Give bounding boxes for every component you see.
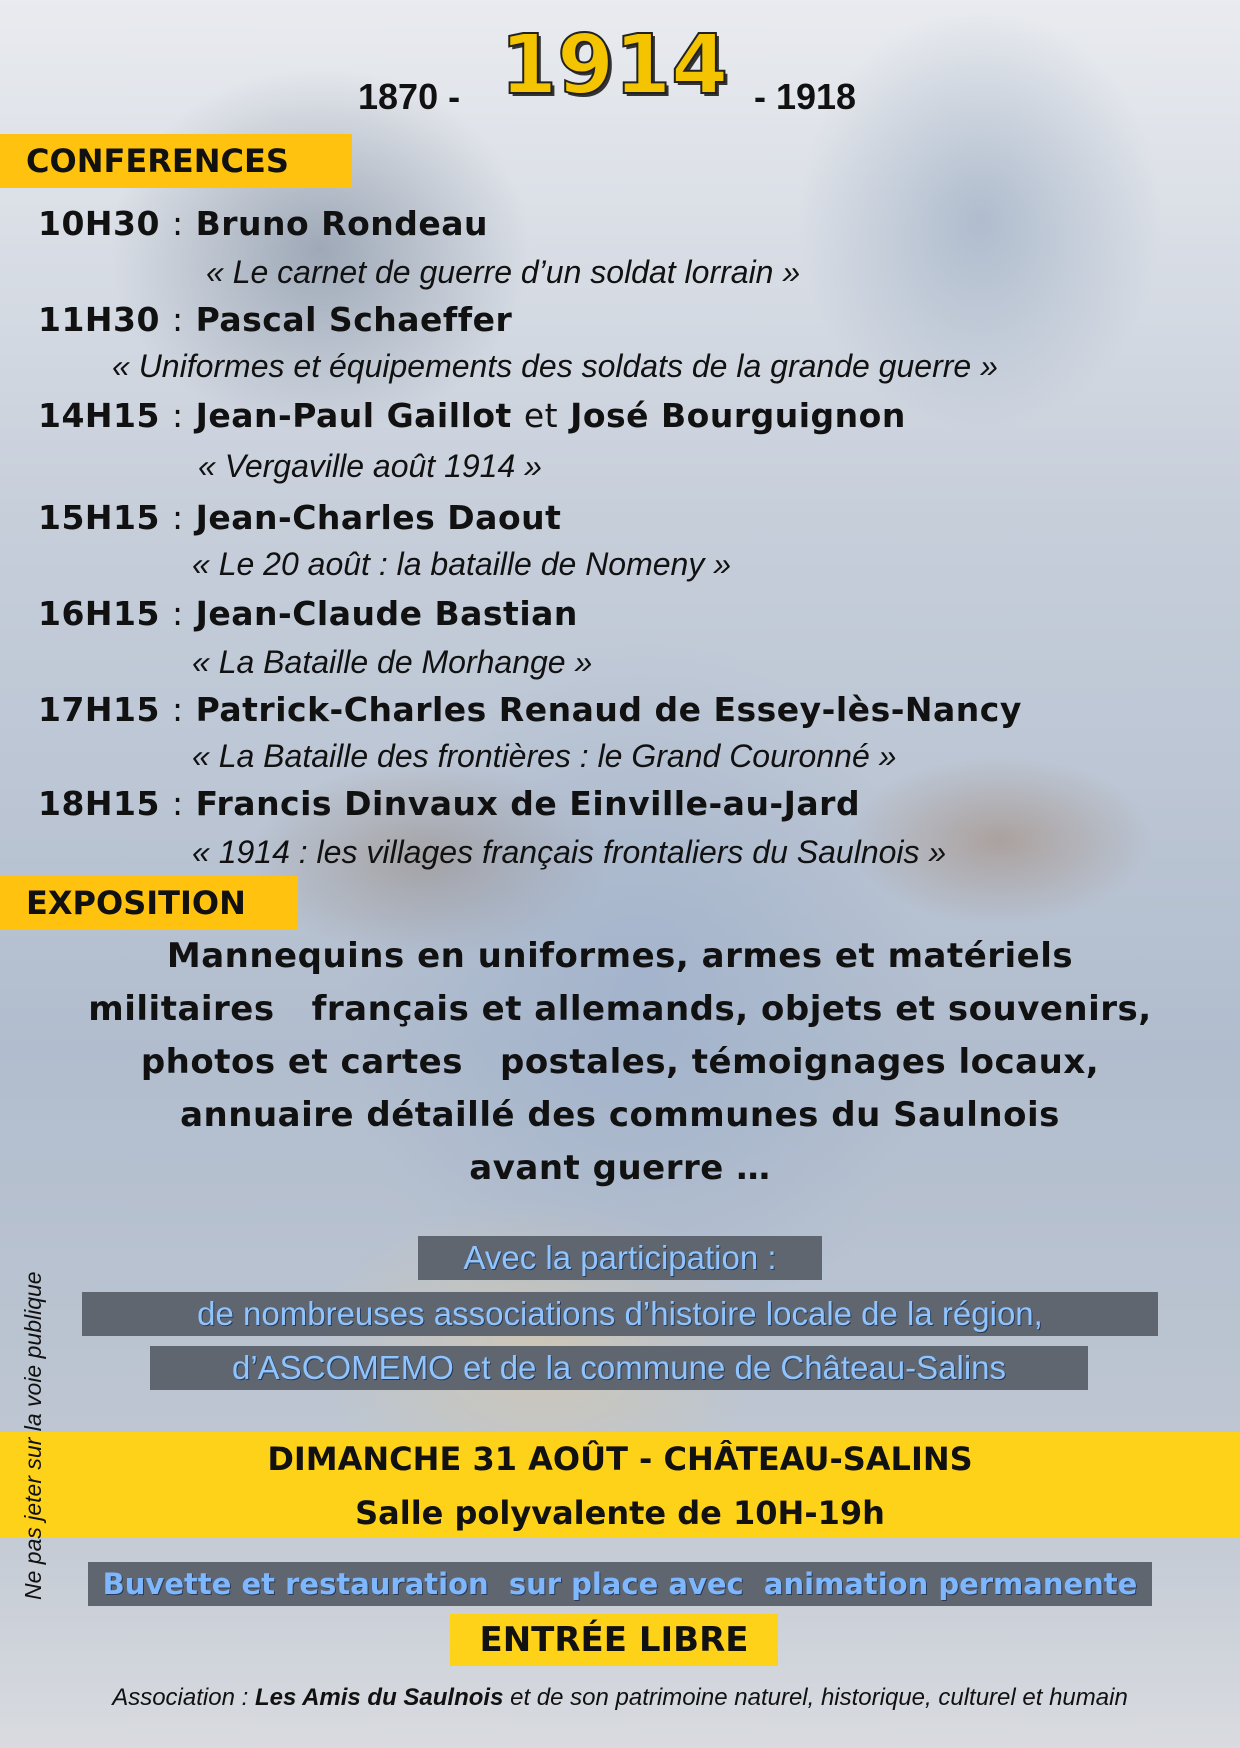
exposition-heading: EXPOSITION (0, 876, 298, 930)
buvette-line: Buvette et restauration sur place avec animation permanente (88, 1562, 1152, 1606)
talk-speaker-line: 16H15 : Jean-Claude Bastian (38, 594, 578, 633)
free-entry-badge: ENTRÉE LIBRE (450, 1614, 778, 1666)
header-years (0, 18, 1240, 118)
event-venue: Salle polyvalente de 10H-19h (355, 1494, 885, 1532)
exposition-line: annuaire détaillé des communes du Saulnois (180, 1095, 1060, 1135)
exposition-line: photos et cartes postales, témoignages locaux, (140, 1042, 1100, 1082)
talk-title: « Uniformes et équipements des soldats de la grande guerre » (112, 348, 998, 384)
talk-title: « 1914 : les villages français frontaliers du Saulnois » (192, 834, 947, 870)
year-main: 1914 (500, 18, 729, 113)
talk-title: « Vergaville août 1914 » (198, 448, 542, 484)
exposition-line: militaires français et allemands, objets et souvenirs, (88, 989, 1152, 1029)
conferences-heading: CONFERENCES (0, 134, 352, 188)
talk-title: « Le 20 août : la bataille de Nomeny » (192, 546, 732, 582)
association-footer: Association : Les Amis du Saulnois et de son patrimoine naturel, historique, culturel et humain (112, 1684, 1128, 1711)
talk-speaker-line: 11H30 : Pascal Schaeffer (38, 300, 513, 339)
participation-heading: Avec la participation : (418, 1236, 822, 1280)
talk-speaker-line: 14H15 : Jean-Paul Gaillot et José Bourguignon (38, 396, 906, 435)
event-date: DIMANCHE 31 AOÛT - CHÂTEAU-SALINS (267, 1440, 973, 1478)
talk-title: « La Bataille des frontières : le Grand Couronné » (192, 738, 897, 774)
talk-speaker-line: 15H15 : Jean-Charles Daout (38, 498, 562, 537)
talk-speaker-line: 10H30 : Bruno Rondeau (38, 204, 489, 243)
exposition-description (30, 930, 1210, 1195)
litter-notice: Ne pas jeter sur la voie publique (20, 1271, 46, 1600)
participation-line-2: d’ASCOMEMO et de la commune de Château-Salins (150, 1346, 1088, 1390)
talk-speaker-line: 17H15 : Patrick-Charles Renaud de Essey-lès-Nancy (38, 690, 1022, 729)
year-end: - 1918 (754, 76, 857, 117)
exposition-line: Mannequins en uniformes, armes et matériels (166, 936, 1074, 976)
talk-title: « Le carnet de guerre d’un soldat lorrain » (206, 254, 801, 290)
talk-title: « La Bataille de Morhange » (192, 644, 593, 680)
participation-line-1: de nombreuses associations d’histoire locale de la région, (82, 1292, 1158, 1336)
exposition-line: avant guerre … (469, 1148, 771, 1188)
talk-speaker-line: 18H15 : Francis Dinvaux de Einville-au-Jard (38, 784, 861, 823)
year-start: 1870 - (358, 76, 461, 117)
